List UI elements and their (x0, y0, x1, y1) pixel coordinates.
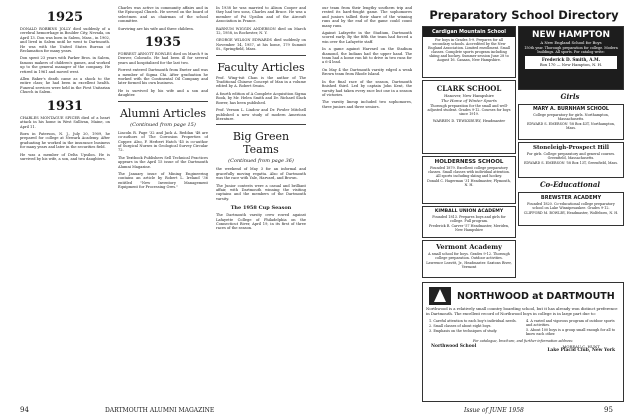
alumni-articles-heading: Alumni Articles (119, 106, 207, 120)
ad-text: College preparatory for girls. Northampton, Massachusetts. (533, 113, 609, 121)
ad-headmaster: EDWARD S. EMERSON '58 Box 13T, Greenfield, Mass. (523, 161, 619, 165)
directory-title: Preparatory School Directory (429, 8, 619, 22)
ad-headmaster: WARREN D. TEWKSBURY, Headmaster (432, 119, 506, 123)
ad-text: Founded 1820. Co-educational college preparatory school on Lake Winnipesaukee. Grades 9-12. (527, 202, 615, 210)
faculty-articles-heading: Faculty Articles (217, 60, 305, 74)
ad-brewster (518, 192, 624, 226)
ad-text: Founded 1813. Prepares boys and girls for college. Full program. (432, 215, 506, 223)
article-text: GEORGE WILSON EDWARDS died suddenly on November 14, 1957, at his home, 179 Summit St., Springfield, Mass. (216, 38, 306, 52)
ad-subtitle: Hanover, New Hampshire (444, 93, 494, 98)
article-text: Lincoln R. Page '32 and Jack A. Reddan '48 are co-authors of The Corrosion Properties of Copper. Also, F. Herbert Hatch '45 is co-author of Surgical Nurses in Geological Survey Circular 72. (118, 130, 208, 153)
ad-text: Northwood is a relatively small country boarding school, but it has already won distinct preference in Dartmouth. The excellent record of Northwood boys in college is in large part due to: (426, 306, 618, 316)
class-year-heading: 1931 (46, 98, 84, 114)
ad-kimball (422, 206, 516, 238)
article-text: the weekend of May 3 for an informal and gracefully moving regatta. Also of Dartmouth was the race with Yale, Harvard, and Brown. (216, 167, 306, 181)
continued-note: (Continued from page 36) (228, 158, 294, 165)
article-text: The Junior contests were a casual and brilliant affair, with Dartmouth winning the visiting captains and the members of the Dartmouth varsity. (216, 183, 306, 201)
ad-northwood (422, 282, 624, 402)
obituary-text: Surviving are his wife and three children. (118, 26, 195, 31)
ad-clark (422, 80, 516, 154)
column-2 (118, 6, 208, 398)
ad-headmaster: Frederick R. Carver '57 Headmaster, Meriden, New Hampshire (428, 224, 510, 232)
ad-headmaster: EDWARD S. EMERSON '58 Box 43T, Northampton, Mass. (526, 122, 616, 130)
article-text: The January issue of Mining Engineering contains an article by Robert L. Ireland '36 entitled "New Inventory Management Equipment for Processing Ores." (118, 171, 208, 190)
ad-address: Box 170 — New Hampton, N. H. (539, 62, 603, 67)
ad-title: CLARK SCHOOL (436, 84, 502, 93)
page-number-right: 95 (604, 406, 613, 414)
ad-title: NORTHWOOD at DARTMOUTH (457, 290, 615, 302)
obituary-text: He was a member of Delta Upsilon. He is survived by his wife, a son, and two daughters. (20, 152, 110, 161)
article-text: The Textbook Publishers Sell Technical Practices appears in the April 15 issue of the Dartmouth Alumni Magazine. (118, 155, 208, 169)
divider (216, 55, 306, 56)
ad-text: For boys in Grades 5-9. Prepares for all secondary schools. Accredited by the New England Association. Limited enrollment. Small classes. Complete sports program including skiing and hockey. Summer session June 28 to August 16. Canaan, New Hampshire. (427, 38, 511, 62)
ad-title: BREWSTER ACADEMY (540, 195, 602, 201)
ad-title: KIMBALL UNION ACADEMY (434, 209, 504, 214)
obituary-text: CHARLES MONTAGUE SPICER died of a heart attack in his home in West Sullivan, Maine, on April 11. (20, 115, 110, 129)
ad-title: Cardigan Mountain School (423, 27, 515, 37)
ad-list-item: 2. Small classes of about eight boys. (429, 324, 492, 329)
page-number-left: 94 (20, 406, 29, 414)
ad-text: For girls. College preparatory and general courses. Greenfield, Massachusetts. (526, 152, 616, 160)
ad-holderness (422, 156, 516, 204)
column-3 (216, 6, 306, 398)
article-text: In 1938 he was married to Alison Cooper and they had two sons, Charles and Bruce. He was a member of Psi Upsilon and of the Aircraft Association in France. (216, 6, 306, 24)
ad-cardigan (422, 26, 516, 78)
article-text: Prof. Wing-tsit Chan is the author of The Traditional Chinese Concept of Man in a volume edited by A. Robert Swain. (216, 75, 306, 89)
continued-note: (Continued from page 15) (130, 121, 196, 128)
ad-title: NEW HAMPTON (531, 30, 611, 40)
ad-stoneleigh (518, 142, 624, 178)
girls-section-label: Girls (560, 92, 580, 101)
ad-address: Lake Placid Club, New York (547, 348, 615, 354)
ad-text: Founded 1879. Excellent college preparatory classes. Small classes with individual attention. All sports including skiing and hockey. (428, 166, 510, 178)
coed-section-label: Co-Educational (539, 180, 601, 189)
article-text: Prof. Vernon L. Lindow and Dr. Fowler Mitchell published a new study of modern American literature. (216, 108, 306, 121)
divider (216, 124, 306, 125)
ad-headmaster: Lawrence Leavitt, Jr., Headmaster. Saxtons River, Vermont (426, 261, 512, 269)
ad-text: 150th year. Thorough preparation for college. Modern buildings. All sports. For catalog write: (524, 46, 618, 54)
ad-vermont (422, 240, 516, 278)
article-text: our team from their lengthy southern trip and rested its hard-fought game. The sophomores and juniors tallied their share of the winning runs and by the end of the game could count many runs. (322, 6, 412, 28)
ad-headmaster: Donald C. Hagerman '31 Headmaster, Plymouth, N. H. (427, 179, 511, 187)
class-year-heading: 1935 (144, 35, 182, 51)
article-text: In the final race of the season, Dartmouth finished third. Led by captain John Kent, the varsity had taken every race but one in a season of victories. (322, 79, 412, 97)
ad-list-item: 3. Emphasis on the techniques of study. (429, 329, 498, 334)
obituary-text: Don spent 23 years with Parker Bros. in Salem, famous makers of children's games, and worked up to the general manager of the company. He retired in 1961 and moved west. (20, 56, 110, 74)
article-text: In a game against Harvard on the Stadium diamond, the Indians had the upper hand. The team had a home run hit to drive in two runs for a 6-4 lead. (322, 47, 412, 65)
ad-school-name: Northwood School (431, 344, 477, 350)
column-1 (20, 6, 110, 398)
right-page (314, 0, 628, 420)
ad-title: Vermont Academy (436, 243, 502, 251)
big-green-teams-heading: Big Green Teams (232, 130, 290, 157)
ad-new-hampton (518, 26, 624, 90)
ad-burnham (518, 104, 624, 140)
ad-title: MARY A. BURNHAM SCHOOL (533, 107, 609, 112)
magazine-title-footer: DARTMOUTH ALUMNI MAGAZINE (105, 407, 215, 414)
obituary-text: Born in Paterson, N. J., July 20, 1909, he prepared for college at Newark Academy. After graduating he worked in the insurance business for many years and later in the securities field. (20, 131, 110, 150)
article-text: The varsity lineup included two sophomores, three juniors and three seniors. (322, 100, 412, 109)
obituary-text: Forrest entered Dartmouth from Exeter and was a member of Sigma Chi. After graduation he worked with the Continental Oil Company and later formed his own business. (118, 68, 208, 86)
pine-tree-icon (429, 287, 451, 305)
obituary-text: He is survived by his wife and a son and daughter. (118, 88, 208, 98)
obituary-text: FORREST ARNOTT BOWLES died on March 9 in Denver, Colorado. He had been ill for several years and hospitalized for the last two. (118, 52, 208, 65)
divider (118, 101, 208, 102)
obituary-text: Allen Baker's death came as a shock to the entire class; he had been in excellent health. Funeral services were held in the First Unitarian Church in Salem. (20, 77, 110, 95)
article-text: The Dartmouth varsity crew rowed against Lafayette College of Philadelphia on the Connecticut River, April 19, in its first of three races of the season. (216, 213, 306, 231)
ad-title: HOLDERNESS SCHOOL (434, 159, 504, 165)
ad-footer-text: For catalogue, brochure, and further information address: (472, 339, 574, 344)
article-text: Against Lafayette in the Stadium, Dartmouth scored early. By the fifth the team had forced a win over the Lafayette staff. (322, 31, 412, 44)
ad-title: Stoneleigh-Prospect Hill (533, 145, 609, 151)
issue-date-footer: Issue of JUNE 1958 (464, 407, 524, 414)
class-year-heading: 1925 (46, 10, 84, 25)
cup-season-heading: The 1958 Cup Season (230, 205, 292, 212)
ad-text: Thorough preparation for the small and well-adjusted student. Grades 9-12. Courses for boys since 1919. (427, 104, 511, 116)
obituary-text: Charles was active in community affairs and in the Episcopal Church. He served on the board of selectmen and as chairman of the school committee. (118, 6, 208, 24)
ad-text: A small school for boys. Grades 9-12. Thorough college preparation. Outdoor activities. (428, 252, 510, 260)
article-text: A fourth edition of A Complete Acquisition Sigma Book, by Mr. Helen Smith and Dr. Richard Slack Bower, has been published. (216, 91, 306, 105)
column-4 (322, 6, 412, 398)
ad-list-item: 4. A varied and vigorous program of outdoor sports and activities. (526, 319, 615, 328)
ad-list-item: 1. Careful attention to each boy's individual needs. (429, 319, 517, 324)
article-text: BARNUM WIGGIN ANDERSON died on March 12, 1958, in Rochester, N. Y. (216, 26, 306, 36)
article-text: On May 4 the Dartmouth varsity edged a weak Brown team from Rhode Island. (322, 67, 412, 77)
ad-subtitle: A New England School for Boys (540, 40, 602, 45)
ad-list-item: 5. About 100 boys is a group small enough for all to know each other. (526, 328, 616, 337)
ad-headmaster: MOREAU C. HUNT (562, 344, 600, 350)
ad-headmaster: CLIFFORD M. BOWLBY, Headmaster, Wolfeboro, N. H. (523, 211, 619, 215)
ad-headmaster: Frederick D. Smith, A.M. (541, 57, 601, 62)
ad-motto: The Home of Winter Sports (441, 98, 497, 103)
obituary-text: DONALD ROBBINS JOLLY died suddenly of a cerebral hemorrhage in Boulder City, Nevada, on April 13. Don was born in Salem, Mass., in 1902, and lived in Salem until he went to Dartmouth. He was with the United States Bureau of Reclamation for many years. (20, 27, 110, 54)
